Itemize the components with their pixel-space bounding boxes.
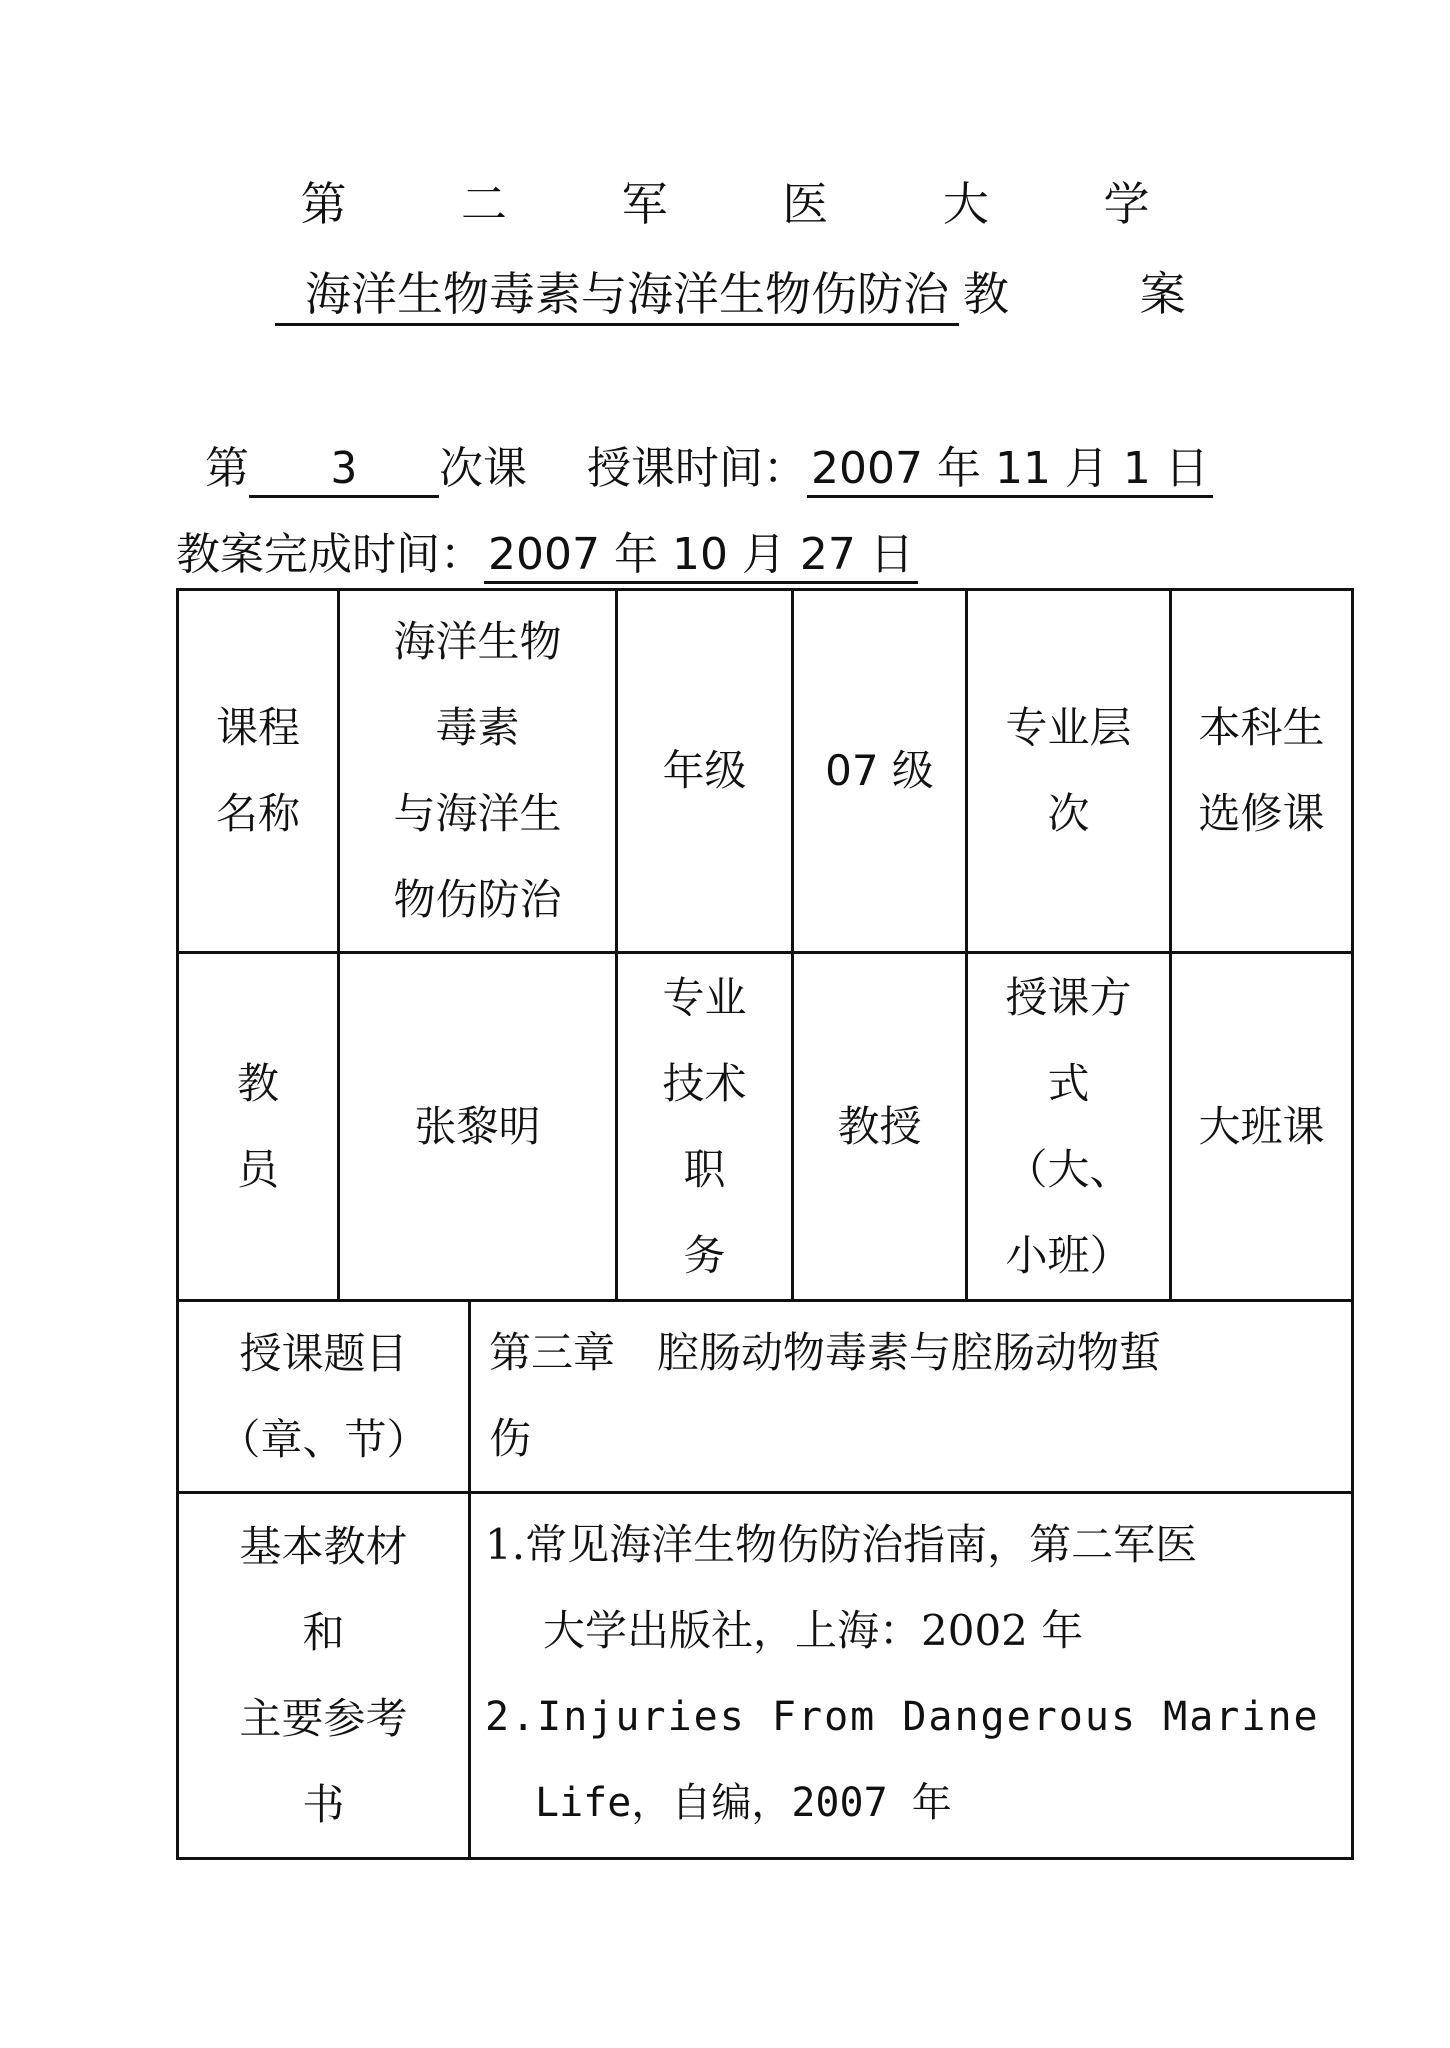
session-line — [205, 432, 1213, 498]
grade-value: 07 级 — [825, 746, 934, 795]
professional-title-label: 专业 技术 职 务 — [662, 972, 747, 1280]
course-name-value: 海洋生物 毒素 与海洋生 物伤防治 — [393, 617, 562, 924]
level-value: 本科生 选修课 — [1198, 703, 1325, 838]
topic-value: 第三章 腔肠动物毒素与腔肠动物蜇 伤 — [489, 1328, 1162, 1463]
course-title: 海洋生物毒素与海洋生物伤防治 — [275, 268, 959, 326]
lesson-info-table — [176, 588, 1354, 1860]
col-divider — [468, 1299, 471, 1857]
session-number: 3 — [249, 444, 439, 498]
completion-line — [176, 518, 918, 584]
completion-label: 教案完成时间： — [176, 529, 484, 580]
teaching-mode-value: 大班课 — [1198, 1101, 1325, 1151]
teaching-mode-label: 授课方 式 （大、 小班） — [1005, 972, 1132, 1280]
level-label: 专业层 次 — [1005, 703, 1132, 838]
teacher-value: 张黎明 — [414, 1101, 541, 1151]
session-prefix: 第 — [205, 443, 249, 494]
reference-item: 1.常见海洋生物伤防治指南，第二军医 — [485, 1520, 1198, 1569]
topic-label: 授课题目 （章、节） — [218, 1328, 429, 1464]
reference-item-cont: Life，自编，2007 年 — [535, 1780, 952, 1826]
reference-label: 基本教材 和 主要参考 书 — [239, 1521, 408, 1829]
lecture-time-label: 授课时间： — [587, 443, 807, 494]
lecture-time-value: 2007 年 11 月 1 日 — [807, 444, 1213, 498]
university-title: 第 二 军 医 大 学 — [300, 177, 1200, 231]
grade-label: 年级 — [662, 746, 747, 795]
course-name-label: 课程 名称 — [215, 703, 300, 838]
session-suffix: 次课 — [439, 443, 527, 494]
completion-value: 2007 年 10 月 27 日 — [484, 530, 918, 584]
reference-item-cont: 大学出版社，上海：2002 年 — [543, 1606, 1084, 1655]
reference-item: 2.Injuries From Dangerous Marine — [485, 1694, 1320, 1740]
doc-type-label: 教 案 — [963, 267, 1244, 321]
reference-list — [485, 1494, 1351, 1857]
teacher-label: 教 员 — [236, 1058, 279, 1194]
professional-title-value: 教授 — [837, 1101, 922, 1151]
course-plan-title — [275, 258, 1244, 326]
